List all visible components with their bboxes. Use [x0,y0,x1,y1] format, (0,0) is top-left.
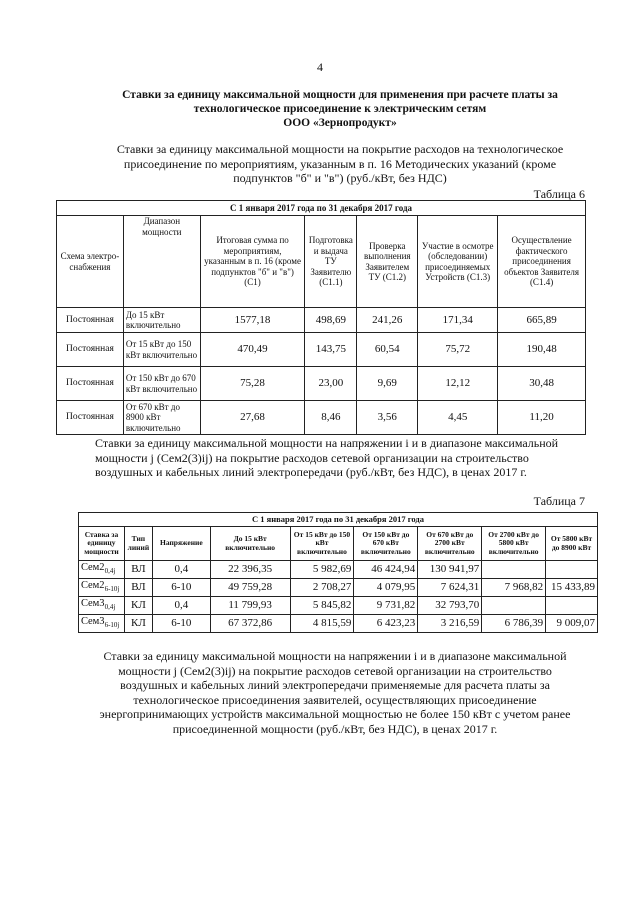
value-cell: 46 424,94 [354,561,418,579]
scheme-cell: Постоянная [57,401,124,435]
rate-main: Cем3 [81,615,105,627]
value-cell: 3,56 [357,401,418,435]
value-cell: 30,48 [498,367,586,401]
value-cell: 9 009,07 [546,615,598,633]
range-cell: До 15 кВт включительно [123,308,200,333]
paragraph-table7-intro: Ставки за единицу максимальной мощности на напряжении i и в диапазоне максимальной мощности j (Cем2(3)ij) на покрытие расходов сетевой организации на строительство воздушных и кабельных линий электропередачи (руб./кВт, без НДС), в ценах 2017 г. [95,436,559,479]
value-cell: 12,12 [418,367,498,401]
value-cell: 4 079,95 [354,579,418,597]
value-cell: 130 941,97 [418,561,482,579]
rate-sub: 6-10j [104,584,120,593]
rate-cell [79,561,125,579]
value-cell: 27,68 [200,401,305,435]
value-cell: 1577,18 [200,308,305,333]
voltage-cell: 6-10 [152,615,210,633]
rate-main: Cем2 [81,579,105,591]
value-cell: 11 799,93 [210,597,290,615]
value-cell: 7 624,31 [418,579,482,597]
table7-row [79,579,598,597]
table7-header-cell: От 15 кВт до 150 кВт включительно [290,527,354,561]
value-cell [546,561,598,579]
table-7 [78,512,598,633]
heading-line-2: технологическое присоединение к электрическим сетям [193,103,487,115]
voltage-cell: 0,4 [152,561,210,579]
value-cell: 7 968,82 [482,579,546,597]
table7-row [79,615,598,633]
rate-cell [79,597,125,615]
value-cell: 75,28 [200,367,305,401]
value-cell: 5 845,82 [290,597,354,615]
table7-header-cell: Напряжение [152,527,210,561]
line-type-cell: ВЛ [124,579,152,597]
value-cell [482,561,546,579]
value-cell: 5 982,69 [290,561,354,579]
value-cell: 190,48 [498,333,586,367]
range-cell: От 670 кВт до 8900 кВт включительно [123,401,200,435]
value-cell: 8,46 [305,401,357,435]
rate-main: Cем3 [81,597,105,609]
table6-header-cell: Участие в осмотре (обследовании) присоединяемых Устройств (С1.3) [418,216,498,308]
table6-header-cell: Схема электро-снабжения [57,216,124,308]
table6-header-cell: Итоговая сумма по мероприятиям, указанным в п. 16 (кроме подпунктов "б" и "в") (С1) [200,216,305,308]
document-heading [80,88,600,130]
table7-header-cell: От 2700 кВт до 5800 кВт включительно [482,527,546,561]
rate-main: Cем2 [81,561,105,573]
table7-period: С 1 января 2017 года по 31 декабря 2017 года [79,513,598,527]
value-cell: 67 372,86 [210,615,290,633]
value-cell: 9,69 [357,367,418,401]
value-cell: 3 216,59 [418,615,482,633]
table6-row [57,401,586,435]
scheme-cell: Постоянная [57,367,124,401]
table6-header-cell: Осуществление фактического присоединения объектов Заявителя (С1.4) [498,216,586,308]
table6-period: С 1 января 2017 года по 31 декабря 2017 года [57,201,586,216]
value-cell: 75,72 [418,333,498,367]
table7-header-cell: От 150 кВт до 670 кВт включительно [354,527,418,561]
line-type-cell: КЛ [124,615,152,633]
value-cell: 32 793,70 [418,597,482,615]
heading-line-1: Ставки за единицу максимальной мощности для применения при расчете платы за [122,89,558,101]
range-cell: От 15 кВт до 150 кВт включительно [123,333,200,367]
table6-row [57,367,586,401]
table7-header-cell: До 15 кВт включительно [210,527,290,561]
table6-row [57,308,586,333]
table-6 [56,200,586,435]
value-cell: 171,34 [418,308,498,333]
table6-header-cell: Диапазон мощности [123,216,200,308]
voltage-cell: 6-10 [152,579,210,597]
table6-row [57,333,586,367]
line-type-cell: КЛ [124,597,152,615]
scheme-cell: Постоянная [57,333,124,367]
table6-header-cell: Проверка выполнения Заявителем ТУ (С1.2) [357,216,418,308]
table7-row [79,561,598,579]
value-cell: 15 433,89 [546,579,598,597]
value-cell: 498,69 [305,308,357,333]
table7-label: Таблица 7 [533,494,585,508]
voltage-cell: 0,4 [152,597,210,615]
page-number: 4 [317,60,323,74]
value-cell: 2 708,27 [290,579,354,597]
paragraph-final: Ставки за единицу максимальной мощности на напряжении i и в диапазоне максимальной мощности j (Cем2(3)ij) на покрытие расходов сетевой организации на строительство воздушных и кабельных линий электропередачи применяемые для расчета платы за технологическое присоединения заявителей, осуществляющих присоединение энергопринимающих устройств максимальной мощностью не более 150 кВт с учетом ранее присоединенной мощности (руб./кВт, без НДС), в ценах 2017 г. [99,649,571,736]
value-cell [546,597,598,615]
table6-label: Таблица 6 [533,187,585,201]
rate-cell [79,615,125,633]
table7-header-cell: От 5800 кВт до 8900 кВт [546,527,598,561]
rate-sub: 0,4j [104,566,116,575]
value-cell: 11,20 [498,401,586,435]
scheme-cell: Постоянная [57,308,124,333]
value-cell: 60,54 [357,333,418,367]
heading-line-3: ООО «Зернопродукт» [283,117,397,129]
rate-cell [79,579,125,597]
value-cell: 9 731,82 [354,597,418,615]
value-cell: 4 815,59 [290,615,354,633]
value-cell: 6 423,23 [354,615,418,633]
rate-sub: 6-10j [104,620,120,629]
table7-header-cell: Тип линий [124,527,152,561]
value-cell: 22 396,35 [210,561,290,579]
value-cell: 4,45 [418,401,498,435]
value-cell: 143,75 [305,333,357,367]
value-cell: 470,49 [200,333,305,367]
paragraph-table6-intro: Ставки за единицу максимальной мощности на покрытие расходов на технологическое присоединение по мероприятиям, указанным в п. 16 Методических указаний (кроме подпунктов "б" и "в") (руб./кВт, без НДС) [116,142,564,185]
value-cell: 665,89 [498,308,586,333]
table7-header-cell: От 670 кВт до 2700 кВт включительно [418,527,482,561]
table7-row [79,597,598,615]
value-cell: 49 759,28 [210,579,290,597]
value-cell [482,597,546,615]
line-type-cell: ВЛ [124,561,152,579]
value-cell: 23,00 [305,367,357,401]
table6-header-cell: Подготовка и выдача ТУ Заявителю (С1.1) [305,216,357,308]
range-cell: От 150 кВт до 670 кВт включительно [123,367,200,401]
value-cell: 241,26 [357,308,418,333]
table7-header-cell: Ставка за единицу мощности [79,527,125,561]
rate-sub: 0,4j [104,602,116,611]
value-cell: 6 786,39 [482,615,546,633]
